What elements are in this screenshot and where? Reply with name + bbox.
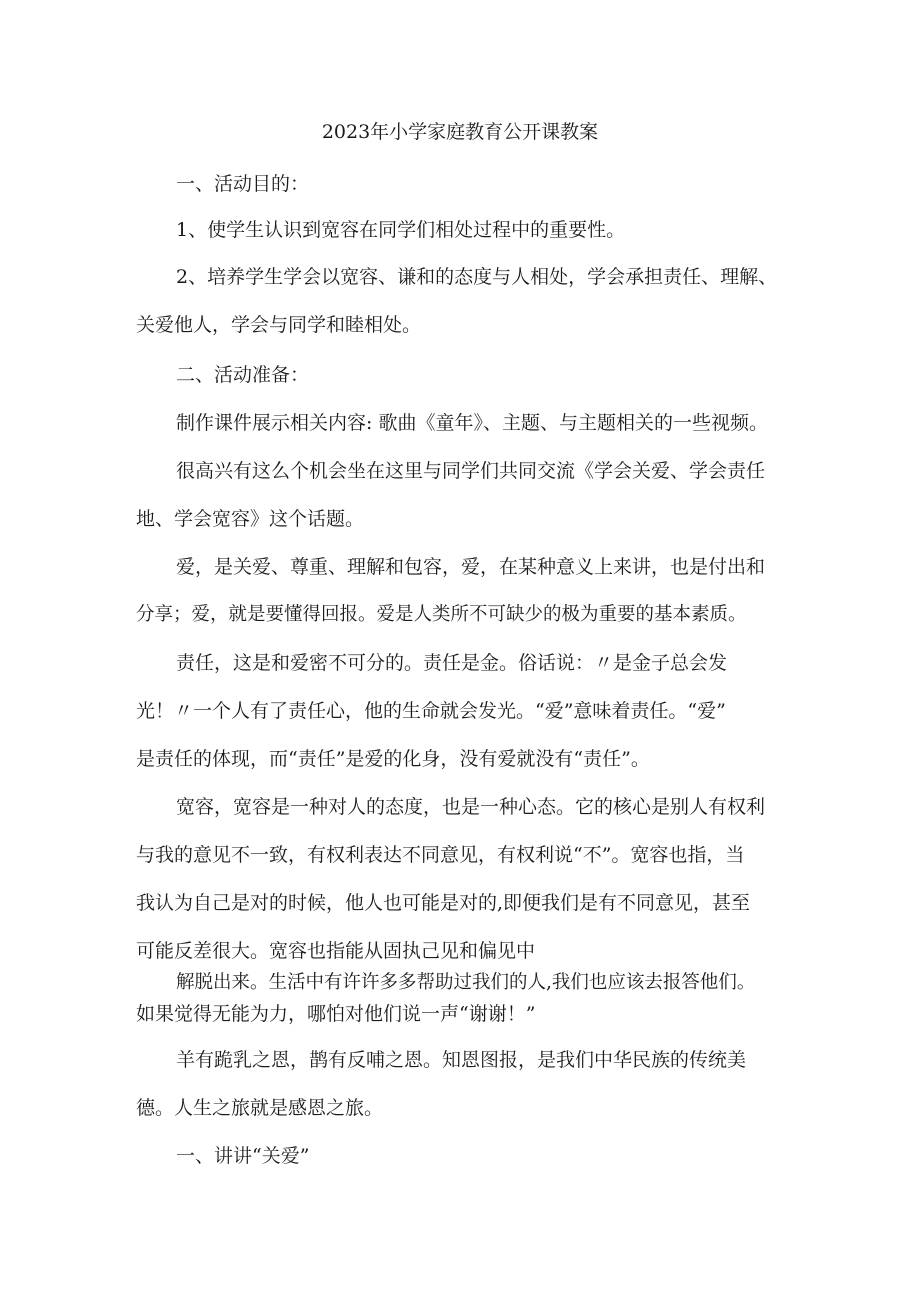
paragraph-line: 解脱出来。生活中有许许多多帮助过我们的人,我们也应该去报答他们。 xyxy=(176,972,756,993)
paragraph-line: 是责任的体现，而“责任”是爱的化身，没有爱就没有“责任”。 xyxy=(136,748,650,770)
paragraph-line: 我认为自己是对的时候，他人也可能是对的,即便我们是有不同意见，甚至 xyxy=(136,892,751,914)
section-heading-objectives: 一、活动目的： xyxy=(176,173,310,195)
paragraph-line: 制作课件展示相关内容: 歌曲《童年》、主题、与主题相关的一些视频。 xyxy=(176,412,768,434)
paragraph-line: 德。人生之旅就是感恩之旅。 xyxy=(136,1097,384,1119)
paragraph-line: 地、学会宽容》这个话题。 xyxy=(136,508,365,530)
paragraph-line: 2、培养学生学会以宽容、谦和的态度与人相处，学会承担责任、理解、 xyxy=(176,266,778,288)
paragraph-line: 爱，是关爱、尊重、理解和包容，爱，在某种意义上来讲，也是付出和 xyxy=(176,556,766,578)
paragraph-line: 分享；爱，就是要懂得回报。爱是人类所不可缺少的极为重要的基本素质。 xyxy=(136,604,747,625)
paragraph-line: 1、使学生认识到宽容在同学们相处过程中的重要性。 xyxy=(176,219,626,241)
document-title: 2023年小学家庭教育公开课教案 xyxy=(321,121,599,143)
paragraph-line: 可能反差很大。宽容也指能从固执己见和偏见中 xyxy=(136,940,536,962)
paragraph-line: 羊有跪乳之恩，鹊有反哺之恩。知恩图报，是我们中华民族的传统美 xyxy=(176,1049,747,1071)
paragraph-line: 如果觉得无能为力，哪怕对他们说一声“谢谢！” xyxy=(136,1003,536,1025)
paragraph-line: 光！〃一个人有了责任心，他的生命就会发光。“爱”意味着责任。“爱” xyxy=(136,700,726,722)
section-heading-care: 一、讲讲“关爱” xyxy=(176,1145,310,1167)
paragraph-line: 与我的意见不一致，有权利表达不同意见，有权利说“不”。宽容也指，当 xyxy=(136,844,745,866)
paragraph-line: 宽容，宽容是一种对人的态度，也是一种心态。它的核心是别人有权利 xyxy=(176,796,766,818)
paragraph-line: 很高兴有这么个机会坐在这里与同学们共同交流《学会关爱、学会责任 xyxy=(176,460,766,482)
paragraph-line: 关爱他人，学会与同学和睦相处。 xyxy=(136,314,422,336)
section-heading-preparation: 二、活动准备： xyxy=(176,364,310,386)
paragraph-line: 责任，这是和爱密不可分的。责任是金。俗话说：〃是金子总会发 xyxy=(176,652,728,674)
